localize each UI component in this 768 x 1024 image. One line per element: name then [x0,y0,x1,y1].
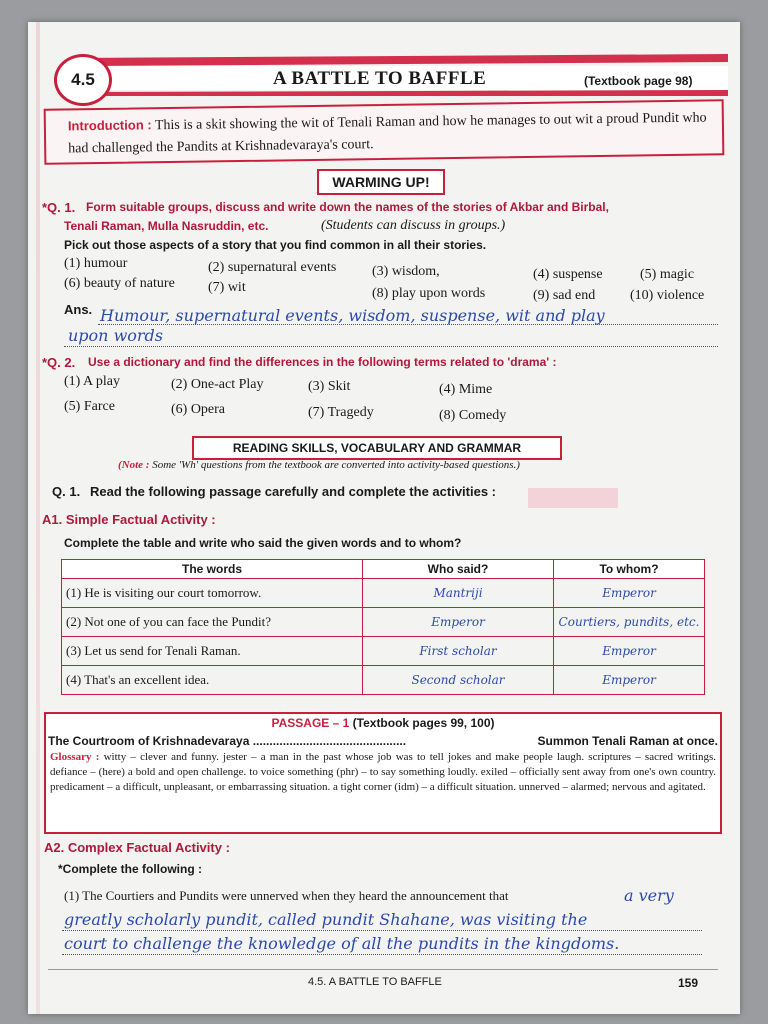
passage-pages: (Textbook pages 99, 100) [352,716,495,730]
header-words: The words [62,560,363,579]
warming-up-heading: WARMING UP! [317,169,445,195]
a2-handwritten-2: greatly scholarly pundit, called pundit Shahane, was visiting the [64,910,588,929]
term-7: (7) Tragedy [308,405,374,420]
introduction-text: This is a skit showing the wit of Tenali Raman and how he manages to out wit a proud Pundit who had challenged the Pandits at Krishnadevaraya's court. [68,110,707,157]
a2-rule-2 [62,954,702,955]
answer-rule-2 [64,346,718,347]
quotes-table [61,559,705,695]
glossary-text: witty – clever and funny. jester – a man in the past whose job was to tell jokes and make people laugh. scriptures – sacred writings. defiance – (here) a bold and open challenge. to voice something (phr) – to say something loudly. exiled – officially sent away from one's own country. predicament – a difficult, unpleasant, or embarrassing situation. a tight corner (idm) – a difficult situation. unnerved – alarmed; nervous and agitated. [50,751,716,793]
term-3: (3) Skit [308,379,351,394]
a2-rule-1 [62,930,702,931]
row-who: Second scholar [363,666,554,695]
option-8: (8) play upon words [372,286,486,301]
row-words: (2) Not one of you can face the Pundit? [62,608,363,637]
row-words: (4) That's an excellent idea. [62,666,363,695]
table-header-row [62,560,705,579]
chapter-badge: 4.5 [54,54,112,106]
read-q-number: Q. 1. [52,484,81,499]
q2-text: Use a dictionary and find the differences in the following terms related to 'drama' : [88,355,557,369]
header-to-whom: To whom? [554,560,705,579]
q1-pick-instruction: Pick out those aspects of a story that you find common in all their stories. [64,238,487,252]
a2-item-1: (1) The Courtiers and Pundits were unnerved when they heard the announcement that [64,888,509,903]
q1-number: *Q. 1. [42,200,76,215]
row-who: Emperor [363,608,554,637]
row-who: Mantriji [363,579,554,608]
answer-handwritten-line1: Humour, supernatural events, wisdom, suspense, wit and play [100,306,605,325]
header-who-said: Who said? [363,560,554,579]
a1-title: A1. Simple Factual Activity : [42,512,216,527]
row-whom: Courtiers, pundits, etc. [554,608,705,637]
row-whom: Emperor [554,666,705,695]
passage-end: Summon Tenali Raman at once. [537,734,718,748]
table-row [62,608,705,637]
q1-text-line2: Tenali Raman, Mulla Nasruddin, etc. [64,219,269,233]
row-who: First scholar [363,637,554,666]
chapter-title: A BATTLE TO BAFFLE [273,68,487,89]
term-8: (8) Comedy [439,408,507,423]
footer-rule [48,969,718,970]
option-4: (4) suspense [533,267,603,282]
table-row [62,579,705,608]
glossary [50,750,716,795]
answer-rule-1 [98,324,718,325]
a1-instruction: Complete the table and write who said the given words and to whom? [64,536,462,550]
term-2: (2) One-act Play [171,377,264,392]
answer-label: Ans. [64,302,93,317]
row-words: (1) He is visiting our court tomorrow. [62,579,363,608]
term-5: (5) Farce [64,399,115,414]
reading-skills-heading: READING SKILLS, VOCABULARY AND GRAMMAR [192,436,562,460]
row-whom: Emperor [554,637,705,666]
textbook-page [28,22,740,1014]
passage-heading [46,716,720,730]
a2-instruction: *Complete the following : [58,862,202,876]
row-whom: Emperor [554,579,705,608]
introduction-box [44,99,725,164]
note [118,459,520,471]
row-words: (3) Let us send for Tenali Raman. [62,637,363,666]
answer-handwritten-line2: upon words [68,326,163,345]
option-6: (6) beauty of nature [64,276,175,291]
option-3: (3) wisdom, [372,264,440,279]
table-row [62,637,705,666]
table-row [62,666,705,695]
passage-box [44,712,722,834]
term-6: (6) Opera [171,402,226,417]
footer-title: 4.5. A BATTLE TO BAFFLE [308,976,442,988]
read-q-text: Read the following passage carefully and complete the activities : [90,484,496,499]
introduction-label: Introduction : [67,117,152,134]
q1-note: (Students can discuss in groups.) [321,218,506,233]
option-1: (1) humour [64,256,128,271]
option-2: (2) supernatural events [208,260,337,275]
q2-number: *Q. 2. [42,355,76,370]
highlight-strip [528,488,618,508]
passage-label: PASSAGE – 1 [271,716,350,730]
margin-line [36,22,40,1014]
page-number: 159 [678,976,699,990]
option-10: (10) violence [630,288,705,303]
glossary-label: Glossary : [50,751,100,763]
a2-handwritten-1: a very [624,886,674,905]
a2-handwritten-3: court to challenge the knowledge of all the pundits in the kingdoms. [64,934,620,953]
passage-start: The Courtroom of Krishnadevaraya .............................................. [48,734,407,748]
note-text: Some 'Wh' questions from the textbook are converted into activity-based questions.) [152,459,520,471]
option-7: (7) wit [208,280,246,295]
option-5: (5) magic [640,267,695,282]
option-9: (9) sad end [533,288,596,303]
note-label: (Note : [118,459,150,471]
q1-text-line1: Form suitable groups, discuss and write down the names of the stories of Akbar and Birbal, [86,200,609,214]
passage-range [48,734,718,748]
textbook-page-ref: (Textbook page 98) [584,74,693,88]
term-1: (1) A play [64,374,120,389]
term-4: (4) Mime [439,382,493,397]
a2-title: A2. Complex Factual Activity : [44,840,230,855]
